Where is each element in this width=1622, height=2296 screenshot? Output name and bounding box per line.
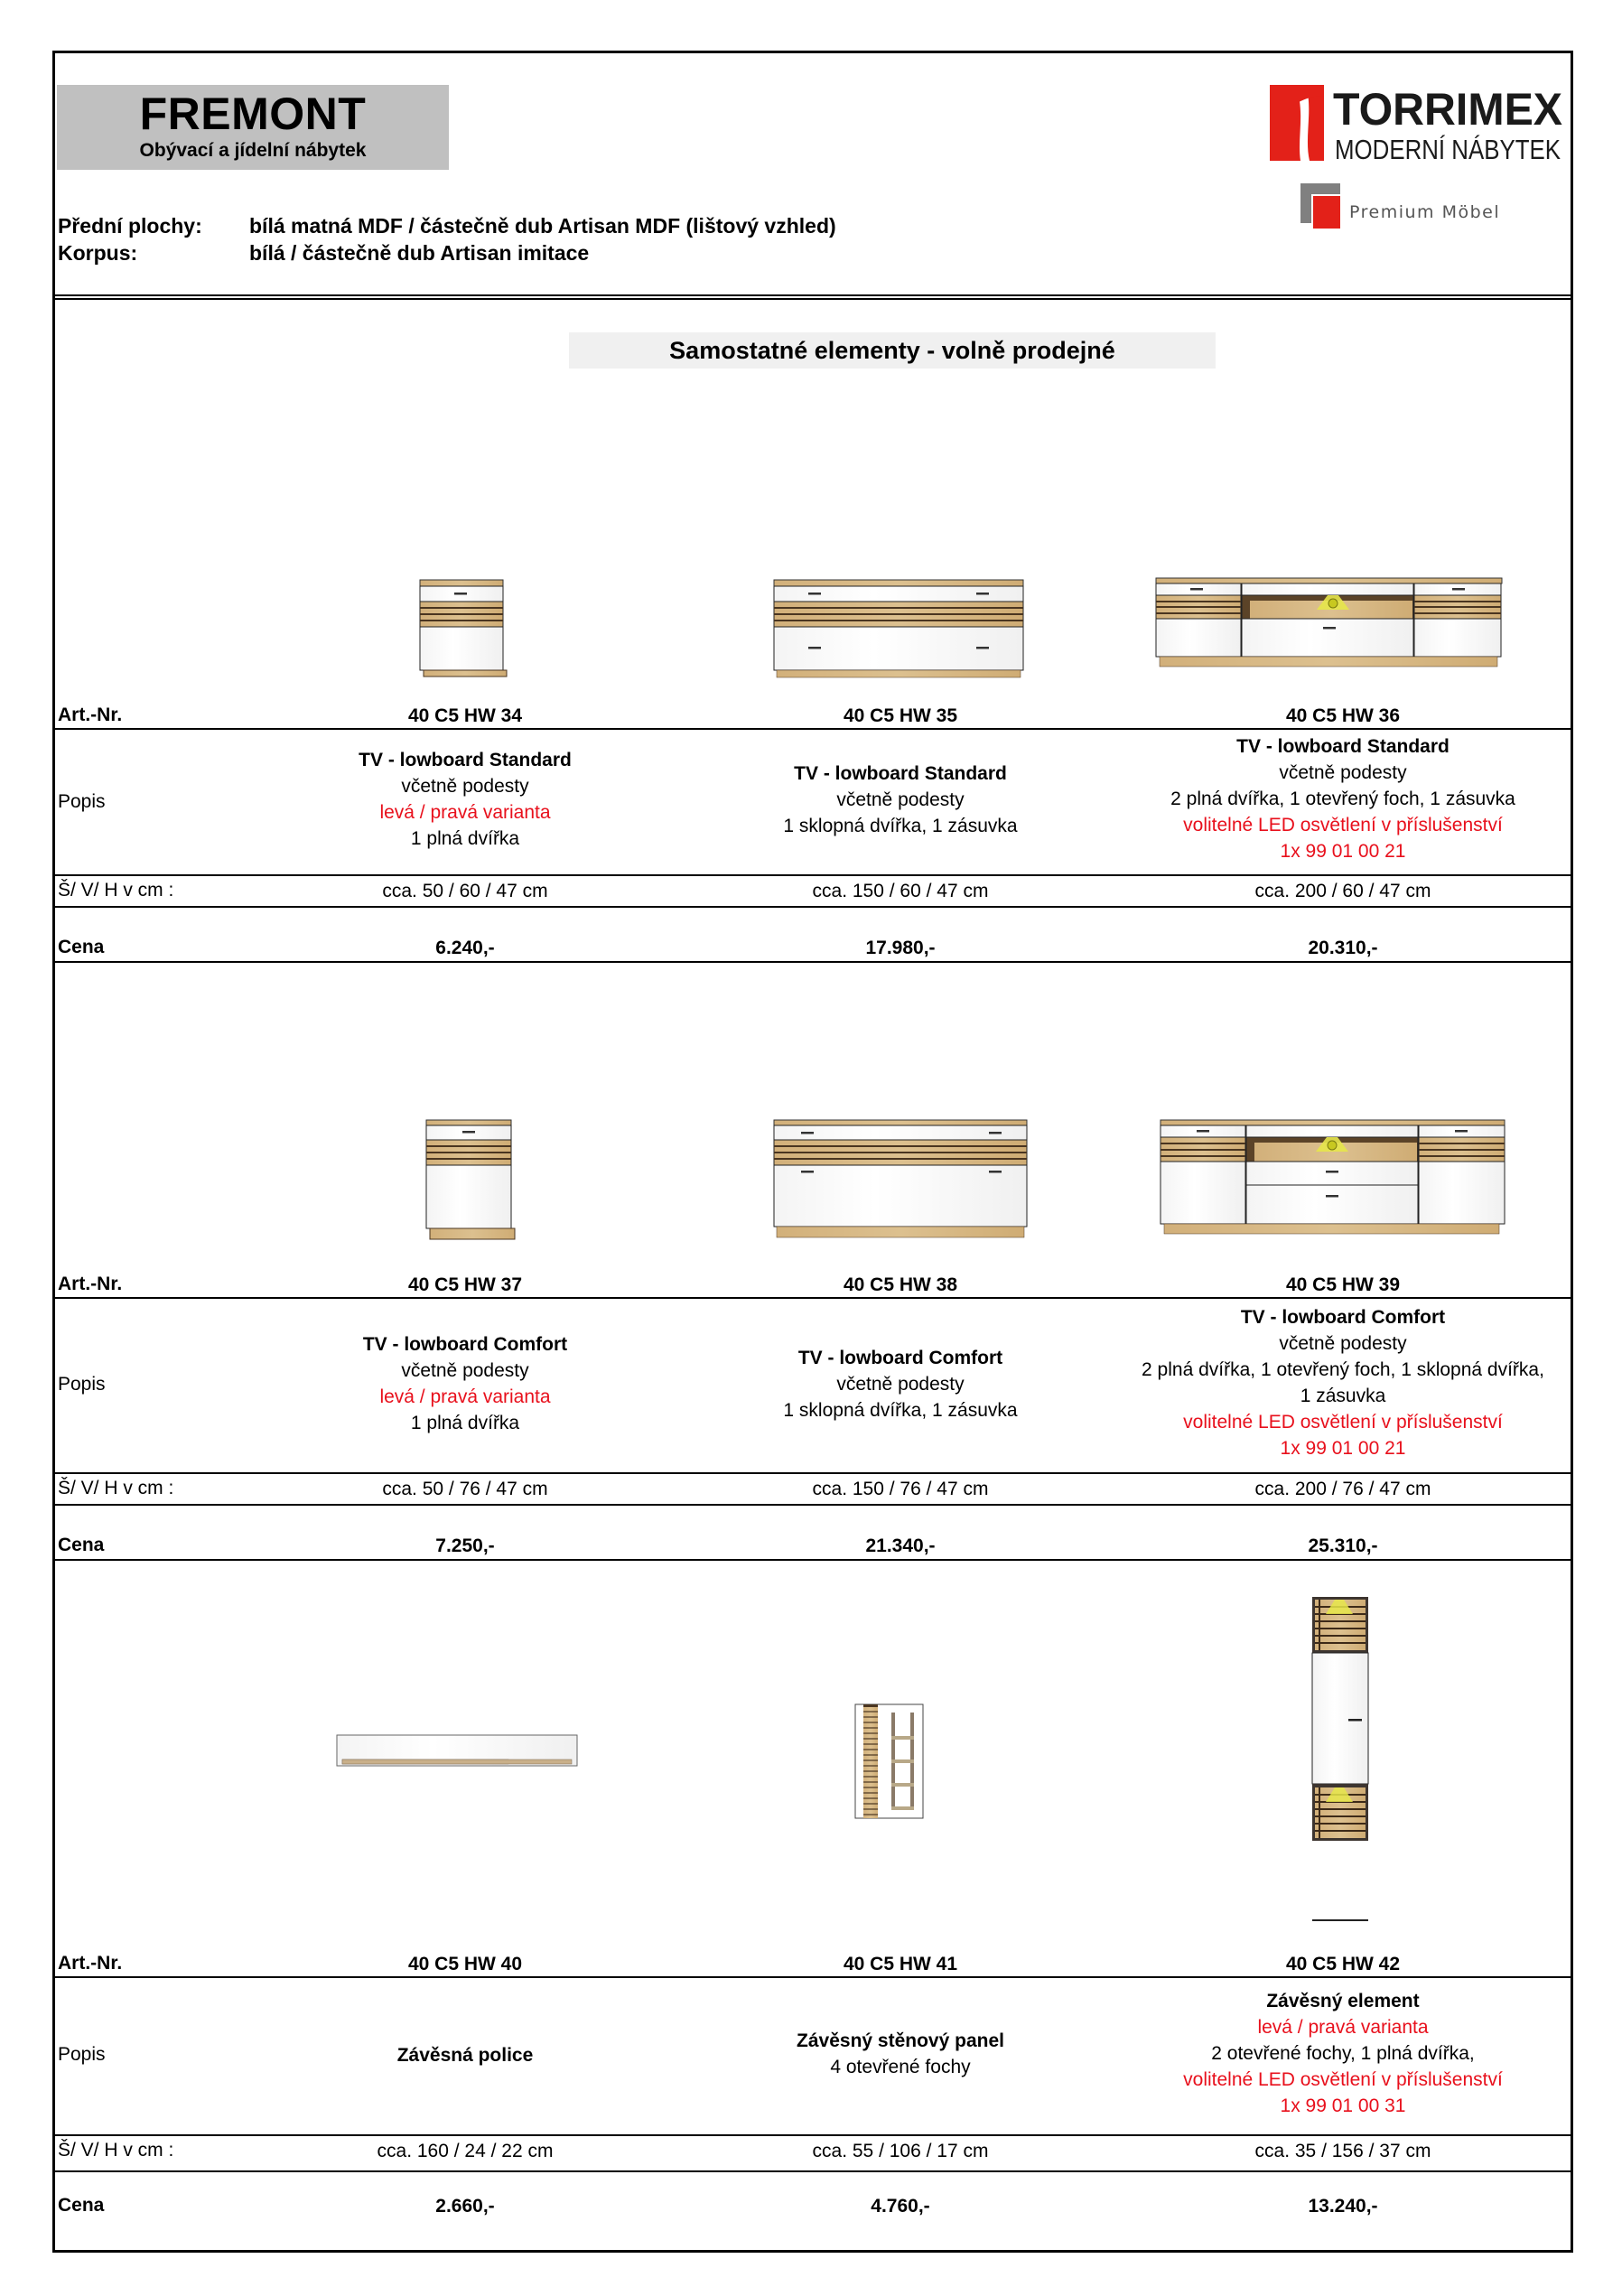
art-number: 40 C5 HW 37 bbox=[407, 1274, 523, 1295]
art-number: 40 C5 HW 42 bbox=[1285, 1954, 1401, 1974]
row-label-dims: Š/ V/ H v cm : bbox=[58, 2140, 174, 2161]
brand-name: TORRIMEX bbox=[1333, 84, 1562, 135]
row-divider bbox=[55, 2134, 1571, 2136]
collection-subtitle: Obývací a jídelní nábytek bbox=[139, 140, 367, 161]
product-image-hw36 bbox=[1154, 576, 1506, 677]
row-divider bbox=[55, 961, 1571, 963]
description-line: včetně podesty bbox=[836, 1374, 965, 1395]
description-line: Závěsný element bbox=[1266, 1991, 1420, 2011]
product-image-hw39 bbox=[1159, 1118, 1515, 1240]
row-label-price: Cena bbox=[58, 2195, 105, 2216]
description bbox=[253, 747, 677, 852]
description-line: TV - lowboard Standard bbox=[794, 763, 1007, 784]
price: 13.240,- bbox=[1308, 2196, 1378, 2217]
description-line: včetně podesty bbox=[1279, 762, 1407, 783]
art-number: 40 C5 HW 35 bbox=[843, 705, 958, 726]
premium-mobel-text: Premium Möbel bbox=[1349, 202, 1501, 222]
spec-label-front: Přední plochy: bbox=[58, 214, 202, 238]
row-label-art: Art.-Nr. bbox=[58, 1953, 123, 1974]
row-divider bbox=[55, 1472, 1571, 1474]
section-title: Samostatné elementy - volně prodejné bbox=[569, 332, 1216, 369]
description-line: 1 plná dvířka bbox=[410, 1413, 520, 1433]
dimensions: cca. 55 / 106 / 17 cm bbox=[812, 2141, 989, 2161]
description-line: Závěsná police bbox=[396, 2045, 534, 2066]
description bbox=[253, 2042, 677, 2068]
dimensions: cca. 160 / 24 / 22 cm bbox=[377, 2141, 554, 2161]
price: 4.760,- bbox=[871, 2196, 930, 2217]
price: 20.310,- bbox=[1308, 938, 1378, 958]
description-line: TV - lowboard Comfort bbox=[797, 1348, 1003, 1368]
description-line: 4 otevřené fochy bbox=[830, 2057, 971, 2077]
description bbox=[688, 761, 1113, 839]
dimensions: cca. 50 / 76 / 47 cm bbox=[382, 1479, 548, 1499]
price: 2.660,- bbox=[435, 2196, 495, 2217]
header-divider bbox=[55, 294, 1571, 300]
art-number: 40 C5 HW 34 bbox=[407, 705, 523, 726]
description-line: TV - lowboard Comfort bbox=[1240, 1307, 1446, 1328]
torrimex-logo bbox=[1270, 83, 1568, 164]
row-divider bbox=[55, 2170, 1571, 2172]
price: 7.250,- bbox=[435, 1535, 495, 1556]
brand-tagline: MODERNÍ NÁBYTEK bbox=[1335, 134, 1561, 165]
spec-value-body: bílá / částečně dub Artisan imitace bbox=[249, 241, 590, 265]
description bbox=[1131, 1304, 1555, 1461]
product-image-hw35 bbox=[772, 578, 1027, 677]
description-line: 1 sklopná dvířka, 1 zásuvka bbox=[783, 816, 1018, 836]
row-divider bbox=[55, 728, 1571, 730]
row-label-dims: Š/ V/ H v cm : bbox=[58, 880, 174, 901]
dimensions: cca. 150 / 76 / 47 cm bbox=[812, 1479, 989, 1499]
row-label-popis: Popis bbox=[58, 1374, 106, 1395]
price: 6.240,- bbox=[435, 938, 495, 958]
description bbox=[1131, 1988, 1555, 2119]
description-line: 1 plná dvířka bbox=[410, 828, 520, 849]
description-line: Závěsný stěnový panel bbox=[797, 2030, 1004, 2051]
description-line: TV - lowboard Standard bbox=[359, 750, 572, 770]
description bbox=[253, 1331, 677, 1436]
description-line: 2 plná dvířka, 1 otevřený foch, 1 zásuvka bbox=[1170, 789, 1515, 809]
product-image-hw34 bbox=[418, 578, 508, 677]
row-divider bbox=[55, 906, 1571, 908]
description bbox=[688, 1345, 1113, 1423]
collection-title-box bbox=[57, 85, 449, 170]
art-number: 40 C5 HW 38 bbox=[843, 1274, 958, 1295]
description-line: včetně podesty bbox=[1279, 1333, 1407, 1354]
row-label-art: Art.-Nr. bbox=[58, 1274, 123, 1294]
description-line: včetně podesty bbox=[401, 1360, 529, 1381]
description bbox=[1131, 733, 1555, 864]
row-label-dims: Š/ V/ H v cm : bbox=[58, 1478, 174, 1498]
product-image-hw38 bbox=[772, 1118, 1030, 1240]
price: 21.340,- bbox=[865, 1535, 936, 1556]
description-line: levá / pravá varianta bbox=[379, 802, 551, 823]
product-image-hw42 bbox=[1310, 1594, 1371, 1924]
description-line: TV - lowboard Standard bbox=[1236, 736, 1450, 757]
product-image-hw40 bbox=[336, 1734, 582, 1772]
description-line: 2 otevřené fochy, 1 plná dvířka, bbox=[1211, 2043, 1475, 2064]
description bbox=[688, 2028, 1113, 2080]
art-number: 40 C5 HW 41 bbox=[843, 1954, 958, 1974]
collection-title: FREMONT bbox=[139, 89, 367, 139]
description-line: TV - lowboard Comfort bbox=[362, 1334, 568, 1355]
dimensions: cca. 200 / 60 / 47 cm bbox=[1254, 881, 1431, 901]
price: 25.310,- bbox=[1308, 1535, 1378, 1556]
product-image-hw41 bbox=[854, 1703, 927, 1825]
description-line: levá / pravá varianta bbox=[1257, 2017, 1429, 2038]
description-line: 1 sklopná dvířka, 1 zásuvka bbox=[783, 1400, 1018, 1421]
art-number: 40 C5 HW 36 bbox=[1285, 705, 1401, 726]
row-label-art: Art.-Nr. bbox=[58, 705, 123, 725]
row-divider bbox=[55, 1559, 1571, 1561]
dimensions: cca. 200 / 76 / 47 cm bbox=[1254, 1479, 1431, 1499]
dimensions: cca. 50 / 60 / 47 cm bbox=[382, 881, 548, 901]
row-label-price: Cena bbox=[58, 937, 105, 957]
row-divider bbox=[55, 1297, 1571, 1299]
row-divider bbox=[55, 874, 1571, 876]
row-label-price: Cena bbox=[58, 1535, 105, 1555]
description-line: včetně podesty bbox=[401, 776, 529, 797]
art-number: 40 C5 HW 39 bbox=[1285, 1274, 1401, 1295]
description-line: volitelné LED osvětlení v příslušenství bbox=[1183, 2069, 1503, 2090]
description-line: volitelné LED osvětlení v příslušenství bbox=[1183, 815, 1503, 835]
row-label-popis: Popis bbox=[58, 791, 106, 812]
description-line: levá / pravá varianta bbox=[379, 1386, 551, 1407]
description-line: 1 zásuvka bbox=[1300, 1386, 1386, 1406]
row-label-popis: Popis bbox=[58, 2044, 106, 2065]
spec-label-body: Korpus: bbox=[58, 241, 138, 265]
dimensions: cca. 150 / 60 / 47 cm bbox=[812, 881, 989, 901]
description-line: 1x 99 01 00 21 bbox=[1280, 841, 1406, 862]
premium-mobel-logo bbox=[1300, 183, 1535, 229]
price: 17.980,- bbox=[865, 938, 936, 958]
description-line: včetně podesty bbox=[836, 789, 965, 810]
dimensions: cca. 35 / 156 / 37 cm bbox=[1254, 2141, 1431, 2161]
row-divider bbox=[55, 1504, 1571, 1506]
description-line: volitelné LED osvětlení v příslušenství bbox=[1183, 1412, 1503, 1433]
description-line: 1x 99 01 00 31 bbox=[1280, 2095, 1406, 2116]
row-divider bbox=[55, 1976, 1571, 1978]
spec-value-front: bílá matná MDF / částečně dub Artisan MDF (lištový vzhled) bbox=[249, 214, 836, 238]
product-image-hw37 bbox=[424, 1118, 515, 1240]
description-line: 1x 99 01 00 21 bbox=[1280, 1438, 1406, 1459]
description-line: 2 plná dvířka, 1 otevřený foch, 1 sklopná dvířka, bbox=[1142, 1359, 1544, 1380]
art-number: 40 C5 HW 40 bbox=[407, 1954, 523, 1974]
